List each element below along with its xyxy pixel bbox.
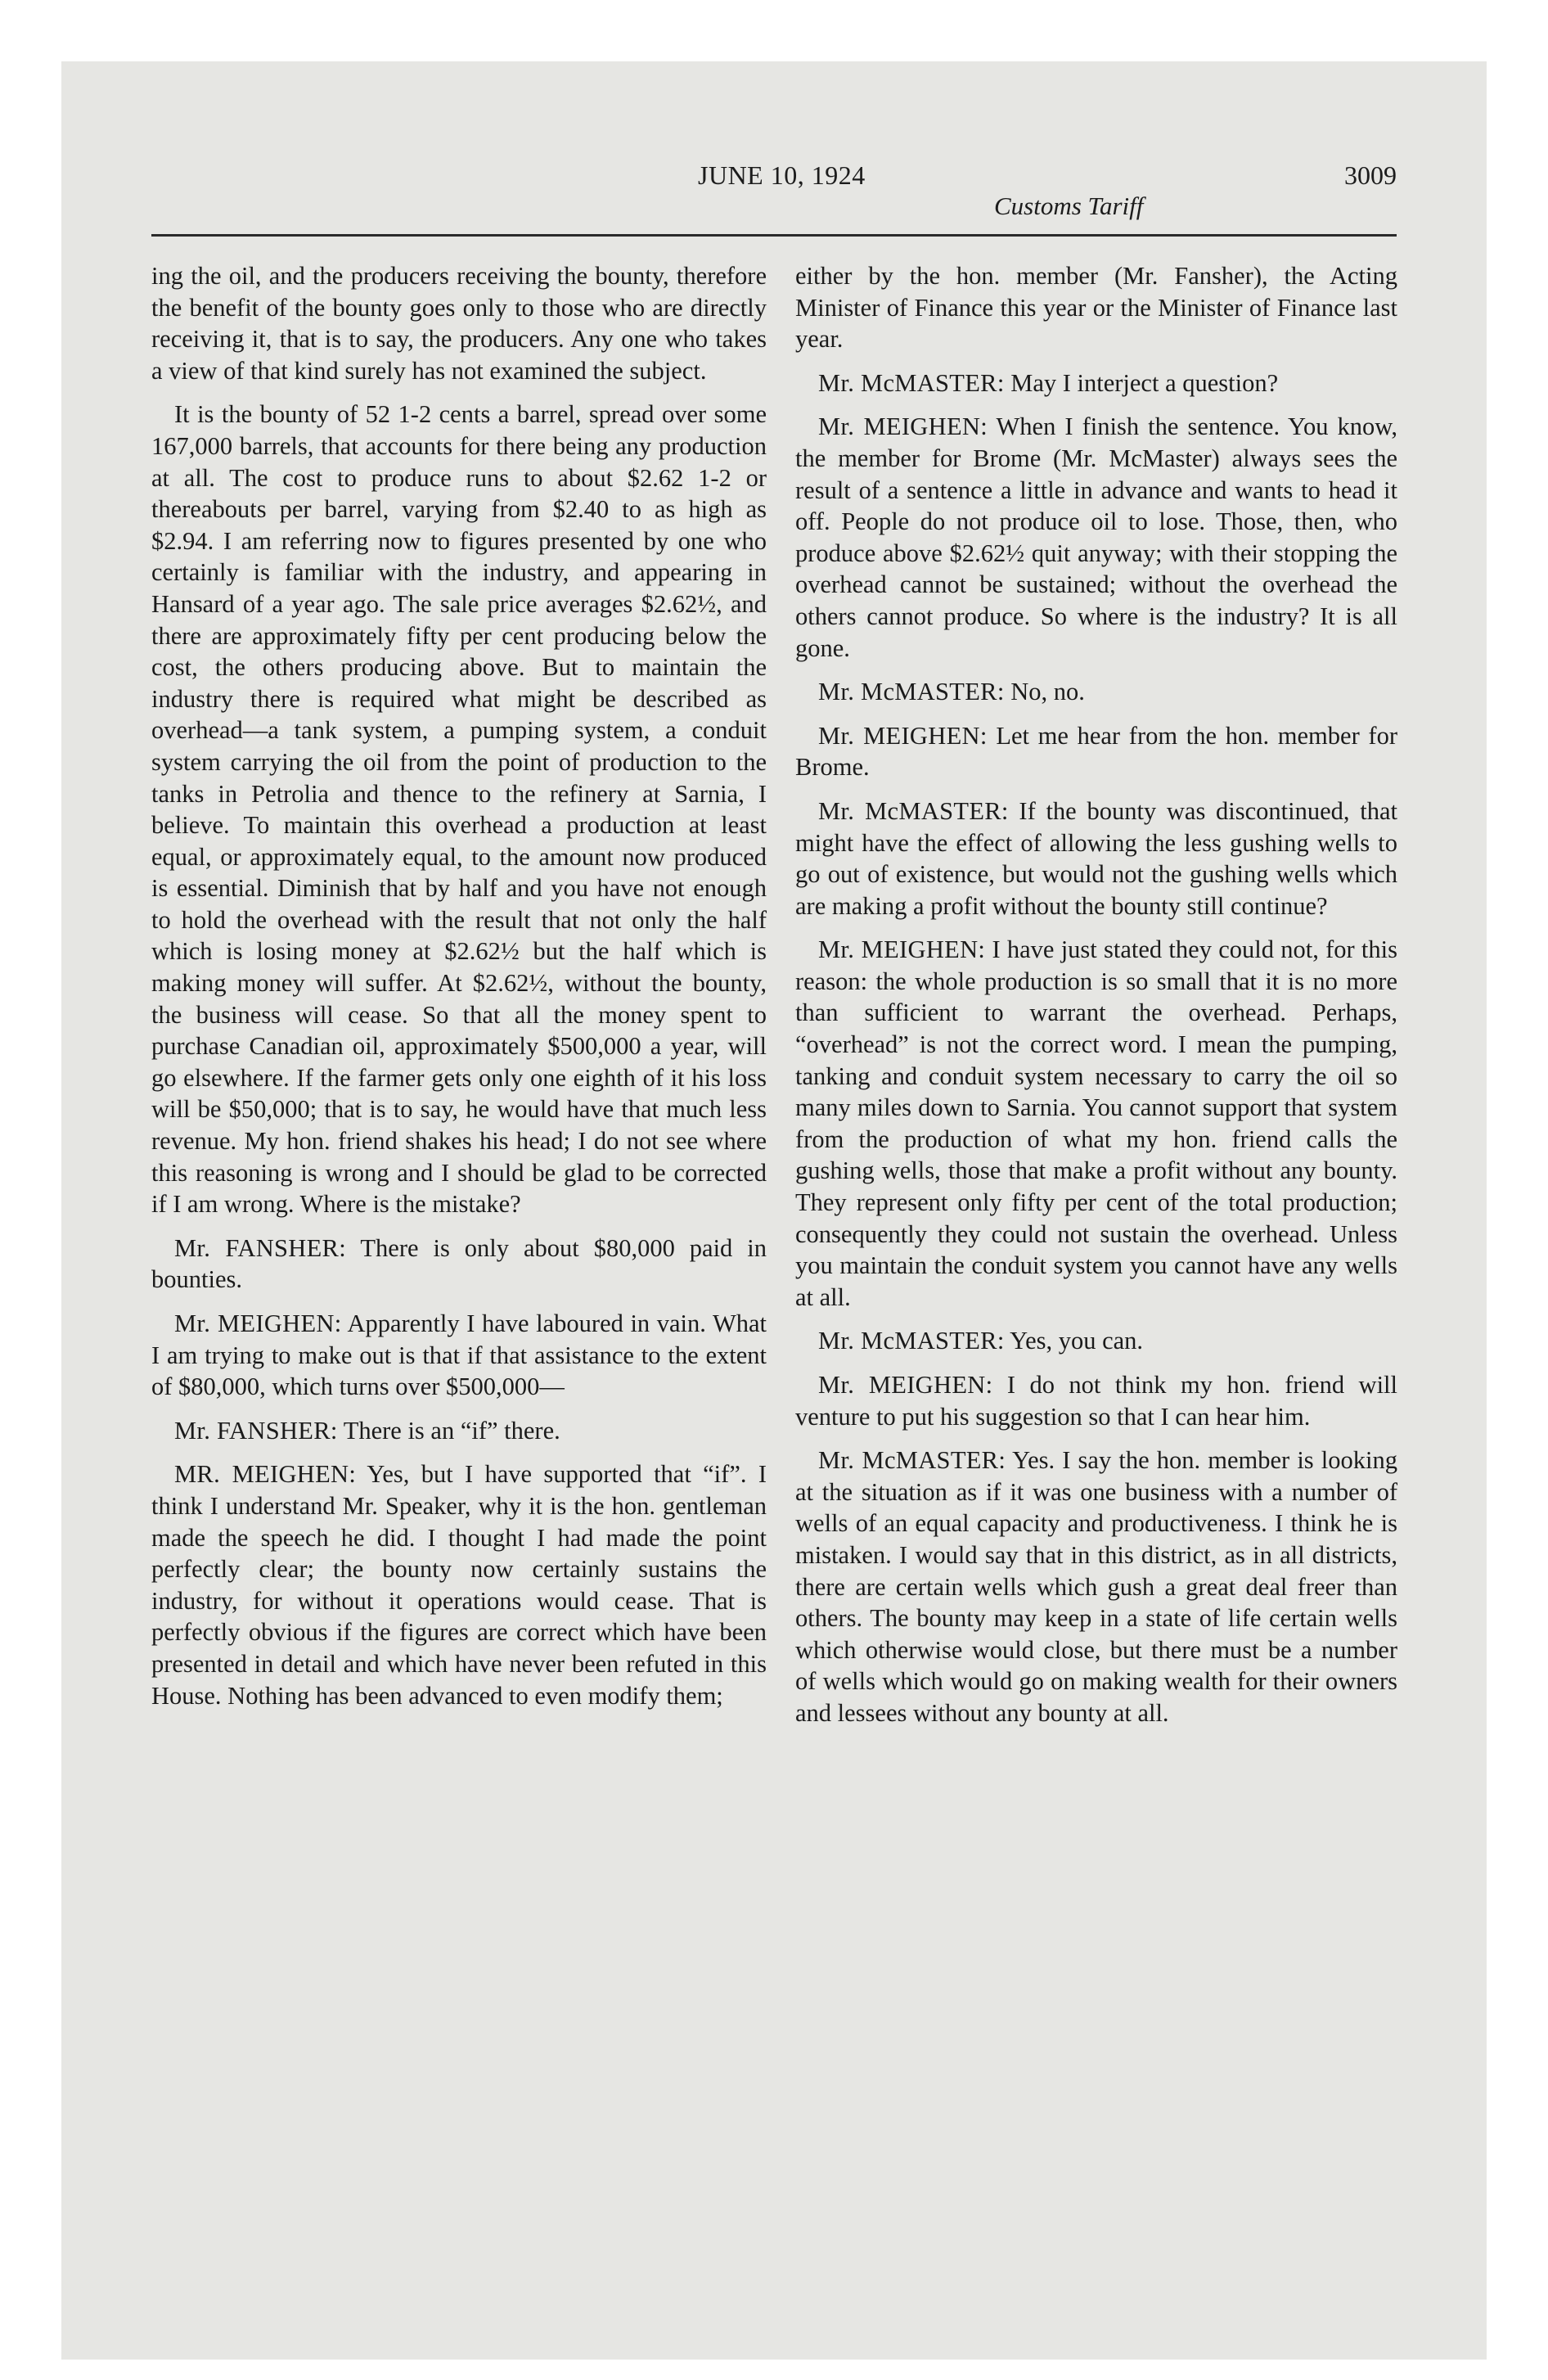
speech-text: Yes. I say the hon. member is looking at the situation as if it was one business with a number of wells of an equal capacity and productiveness. I think he is mistaken. I would say that in this district, as in all districts, there are certain wells which gush a great deal freer than others. The bounty may keep in a state of life certain wells which otherwise would close, but there must be a number of wells which would go on making wealth for their owners and lessees without any bounty at all. <box>795 1446 1397 1727</box>
paragraph <box>151 260 767 386</box>
speech-text: There is only about $80,000 paid in bounties. <box>151 1233 767 1294</box>
speech <box>795 720 1397 783</box>
speech-text: Yes, but I have supported that “if”. I think I understand Mr. Speaker, why it is the hon. gentleman made the speech he did. I thought I had made the point perfectly clear; the bounty now certainly sustains the industry, for without it operations would cease. That is perfectly obvious if the figures are correct which have been presented in detail and which have never been refuted in this House. Nothing has been advanced to even modify them; <box>151 1460 767 1710</box>
header-rule <box>151 234 1397 237</box>
speech-text: Apparently I have laboured in vain. What I am trying to make out is that if that assistance to the extent of $80,000, which turns over $500,000— <box>151 1309 767 1401</box>
speech-text: There is an “if” there. <box>343 1416 560 1445</box>
speaker-name: Mr. FANSHER: <box>174 1233 346 1262</box>
paragraph-text: either by the hon. member (Mr. Fansher), the Acting Minister of Finance this year or the Minister of Finance last year. <box>795 262 1397 354</box>
speaker-name: Mr. McMASTER: <box>818 1446 1006 1475</box>
speaker-name: MR. MEIGHEN: <box>174 1460 357 1489</box>
speech-text: I do not think my hon. friend will venture to put his suggestion so that I can hear him. <box>795 1371 1398 1431</box>
speech <box>795 1445 1397 1729</box>
paragraph <box>795 260 1397 355</box>
speech-text: No, no. <box>1010 678 1085 706</box>
speaker-name: Mr. McMASTER: <box>818 368 1005 397</box>
header-section-title: Customs Tariff <box>994 192 1144 220</box>
right-column <box>795 260 1397 1742</box>
speaker-name: Mr. MEIGHEN: <box>818 1371 993 1399</box>
speech-text: If the bounty was discontinued, that might have the effect of allowing the less gushing wells to go out of existence, but would not the gushing wells which are making a profit without the bounty still continue? <box>795 796 1397 920</box>
speech-text: May I interject a question? <box>1010 368 1279 397</box>
speech <box>795 676 1397 708</box>
speaker-name: Mr. MEIGHEN: <box>818 721 988 750</box>
speech <box>795 367 1397 399</box>
speaker-name: Mr. MEIGHEN: <box>818 935 986 964</box>
speech <box>795 411 1397 664</box>
paragraph-text: ing the oil, and the producers receiving the bounty, therefore the benefit of the bounty goes only to those who are directly receiving it, that is to say, the producers. Any one who takes a view of that kind surely has not examined the subject. <box>151 262 767 385</box>
speech-text: When I finish the sentence. You know, the member for Brome (Mr. McMaster) always sees the result of a sentence a little in advance and wants to head it off. People do not produce oil to lose. Those, then, who produce above $2.62½ quit anyway; with their stopping the overhead cannot be sustained; without the overhead the others cannot produce. So where is the industry? It is all gone. <box>795 412 1397 662</box>
speaker-name: Mr. MEIGHEN: <box>818 412 988 441</box>
speech <box>151 1458 767 1711</box>
header-date: JUNE 10, 1924 <box>698 160 866 190</box>
speech <box>795 1325 1397 1357</box>
left-column <box>151 260 767 1724</box>
speaker-name: Mr. McMASTER: <box>818 796 1009 825</box>
speaker-name: Mr. McMASTER: <box>818 678 1005 706</box>
page-number: 3009 <box>1344 160 1397 190</box>
speech <box>795 934 1397 1313</box>
speech <box>151 1233 767 1296</box>
page-header <box>151 160 1397 242</box>
speech-text: I have just stated they could not, for this reason: the whole production is so small that it is no more than sufficient to warrant the overhead. Perhaps, “overhead” is not the correct word. I mean the pumping, tanking and conduit system necessary to carry the oil so many miles down to Sarnia. You cannot support that system from the production of what my hon. friend calls the gushing wells, those that make a profit without any bounty. They represent only fifty per cent of the total production; consequently they could not sustain the overhead. Unless you maintain the conduit system you cannot have any wells at all. <box>795 935 1397 1311</box>
paragraph <box>151 399 767 1219</box>
speaker-name: Mr. MEIGHEN: <box>174 1309 342 1337</box>
speaker-name: Mr. FANSHER: <box>174 1416 338 1445</box>
speech-text: Yes, you can. <box>1010 1327 1144 1355</box>
speech <box>795 796 1397 922</box>
speech <box>151 1308 767 1403</box>
speech <box>795 1369 1397 1432</box>
speech <box>151 1415 767 1447</box>
paragraph-text: It is the bounty of 52 1-2 cents a barrel, spread over some 167,000 barrels, that accounts for there being any production at all. The cost to produce runs to about $2.62 1-2 or thereabouts per barrel, varying from $2.40 to as high as $2.94. I am referring now to figures presented by one who certainly is familiar with the industry, and appearing in Hansard of a year ago. The sale price averages $2.62½, and there are approximately fifty per cent producing below the cost, the others producing above. But to maintain the industry there is required what might be described as overhead—a tank system, a pumping system, a conduit system carrying the oil from the point of production to the tanks in Petrolia and thence to the refinery at Sarnia, I believe. To maintain this overhead a production at least equal, or approximately equal, to the amount now produced is essential. Diminish that by half and you have not enough to hold the overhead with the result that not only the half which is losing money at $2.62½ but the half which is making money will suffer. At $2.62½, without the bounty, the business will cease. So that all the money spent to purchase Canadian oil, approximately $500,000 a year, will go elsewhere. If the farmer gets only one eighth of it his loss will be $50,000; that is to say, he would have that much less revenue. My hon. friend shakes his head; I do not see where this reasoning is wrong and I should be glad to be corrected if I am wrong. Where is the mistake? <box>151 400 767 1219</box>
speaker-name: Mr. McMASTER: <box>818 1327 1005 1355</box>
speech-text: Let me hear from the hon. member for Brome. <box>795 721 1397 782</box>
